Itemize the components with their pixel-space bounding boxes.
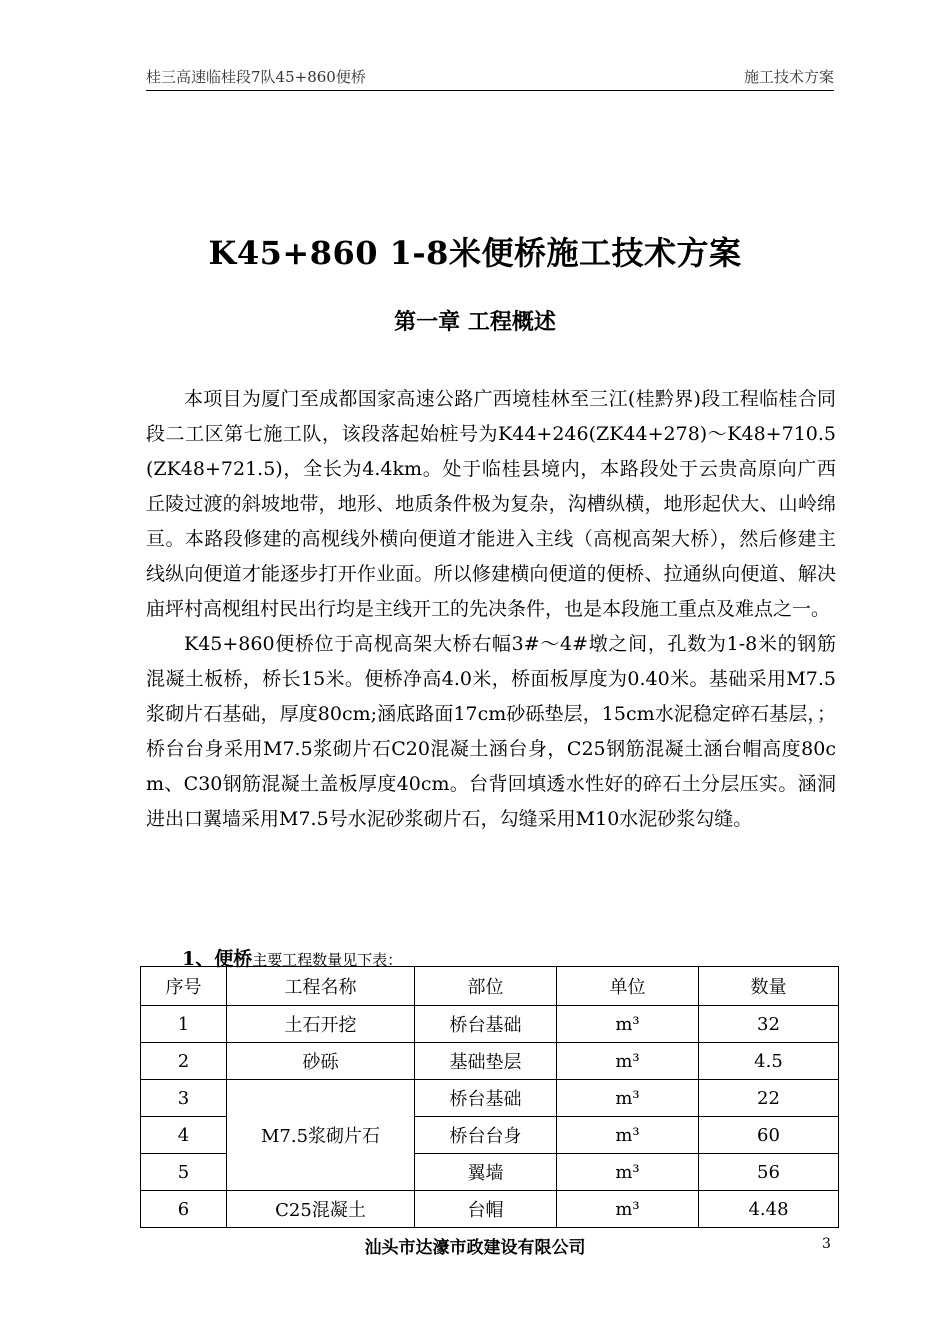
- cell-unit: m³: [557, 1154, 699, 1191]
- cell-unit: m³: [557, 1006, 699, 1043]
- cell-unit: m³: [557, 1191, 699, 1228]
- chapter-heading: 第一章 工程概述: [394, 309, 556, 335]
- cell-unit: m³: [557, 1043, 699, 1080]
- paragraph-overview: 本项目为厦门至成都国家高速公路广西境桂林至三江(桂黔界)段工程临桂合同段二工区第七施工队，该段落起始桩号为K44+246(ZK44+278)～K48+710.5(ZK48+721.5)，全长为4.4km。处于临桂县境内，本路段处于云贵高原向广西丘陵过渡的斜坡地带，地形、地质条件极为复杂，沟槽纵横，地形起伏大、山岭绵亘。本路段修建的高枧线外横向便道才能进入主线（高枧高架大桥），然后修建主线纵向便道才能逐步打开作业面。所以修建横向便道的便桥、拉通纵向便道、解决庙坪村高枧组村民出行均是主线开工的先决条件，也是本段施工重点及难点之一。: [146, 388, 836, 620]
- cell-part: 桥台台身: [415, 1117, 557, 1154]
- page-header: [146, 66, 834, 91]
- cell-qty: 4.48: [699, 1191, 839, 1228]
- table-header-row: [141, 967, 839, 1006]
- cell-part: 台帽: [415, 1191, 557, 1228]
- cell-qty: 56: [699, 1154, 839, 1191]
- cell-qty: 32: [699, 1006, 839, 1043]
- header-cell-name: 工程名称: [227, 967, 415, 1006]
- quantity-table: [140, 966, 839, 1228]
- cell-part: 基础垫层: [415, 1043, 557, 1080]
- cell-qty: 4.5: [699, 1043, 839, 1080]
- header-document-type: 施工技术方案: [743, 68, 834, 86]
- cell-no: 1: [141, 1006, 227, 1043]
- paragraph-bridge-description: K45+860便桥位于高枧高架大桥右幅3#～4#墩之间，孔数为1-8米的钢筋混凝土板桥，桥长15米。便桥净高4.0米，桥面板厚度为0.40米。基础采用M7.5浆砌片石基础，厚度80cm;涵底路面17cm砂砾垫层，15cm水泥稳定碎石基层，； 桥台台身采用M7.5浆砌片石C20混凝土涵台身，C25钢筋混凝土涵台帽高度80cm、C30钢筋混凝土盖板厚度40cm。台背回填透水性好的碎石土分层压实。涵洞进出口翼墙采用M7.5号水泥砂浆砌片石，勾缝采用M10水泥砂浆勾缝。: [146, 633, 836, 830]
- table-row: [141, 1080, 839, 1117]
- cell-no: 5: [141, 1154, 227, 1191]
- body-text: [146, 382, 836, 837]
- cell-part: 桥台基础: [415, 1080, 557, 1117]
- header-cell-unit: 单位: [557, 967, 699, 1006]
- footer-company-name: 汕头市达濠市政建设有限公司: [364, 1238, 586, 1258]
- page-number: 3: [822, 1236, 831, 1252]
- table-row: [141, 1043, 839, 1080]
- header-project-name: 桂三高速临桂段7队45+860便桥: [146, 68, 366, 86]
- cell-no: 2: [141, 1043, 227, 1080]
- header-cell-no: 序号: [141, 967, 227, 1006]
- table-row: [141, 1006, 839, 1043]
- cell-no: 4: [141, 1117, 227, 1154]
- table-caption-prefix: 1、便桥: [182, 948, 253, 970]
- header-cell-qty: 数量: [699, 967, 839, 1006]
- cell-part: 桥台基础: [415, 1006, 557, 1043]
- cell-no: 6: [141, 1191, 227, 1228]
- cell-unit: m³: [557, 1080, 699, 1117]
- cell-name-merged: M7.5浆砌片石: [227, 1080, 415, 1191]
- table-caption-suffix: 主要工程数量见下表：: [252, 951, 403, 969]
- cell-part: 翼墙: [415, 1154, 557, 1191]
- cell-unit: m³: [557, 1117, 699, 1154]
- header-cell-part: 部位: [415, 967, 557, 1006]
- document-title: K45+860 1-8米便桥施工技术方案: [208, 234, 742, 272]
- cell-no: 3: [141, 1080, 227, 1117]
- cell-name: 砂砾: [227, 1043, 415, 1080]
- cell-qty: 22: [699, 1080, 839, 1117]
- table-row: [141, 1191, 839, 1228]
- cell-name: C25混凝土: [227, 1191, 415, 1228]
- cell-qty: 60: [699, 1117, 839, 1154]
- cell-name: 土石开挖: [227, 1006, 415, 1043]
